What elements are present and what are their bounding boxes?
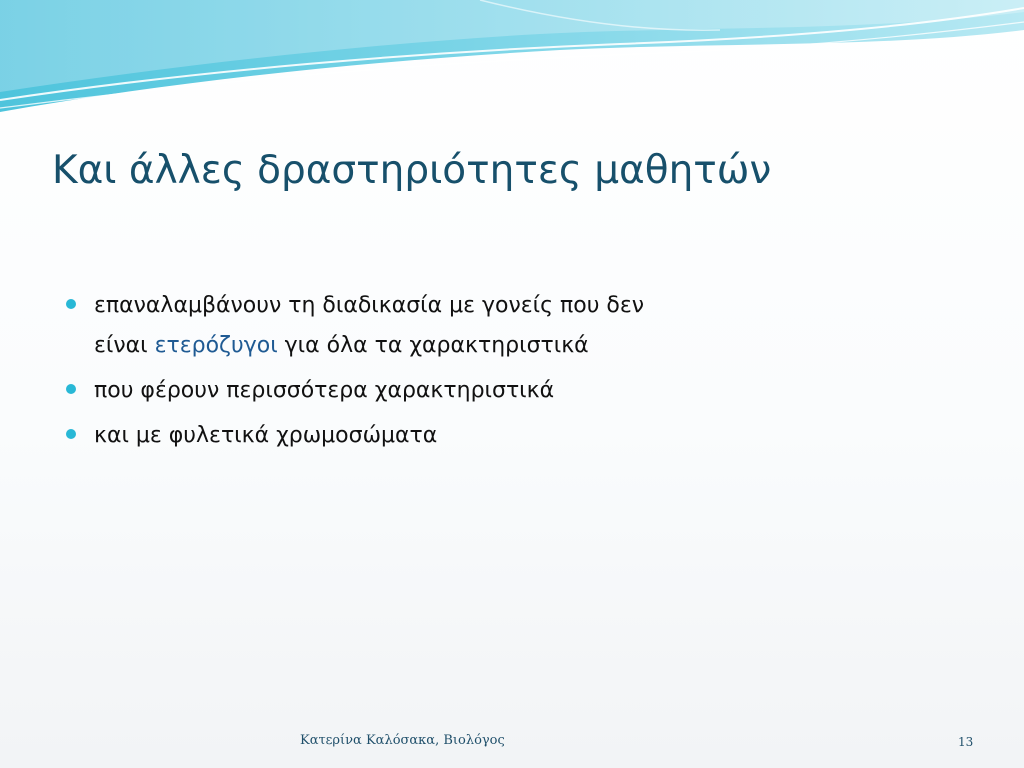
bullet-list <box>62 286 882 461</box>
bullet-text-prefix: είναι <box>94 333 155 358</box>
page-number: 13 <box>958 735 974 749</box>
bullet-item <box>62 371 882 411</box>
bullet-text-suffix: για όλα τα χαρακτηριστικά <box>277 333 589 358</box>
bullet-icon <box>66 429 76 439</box>
header-wave-decoration <box>0 0 1024 120</box>
highlighted-term: ετερόζυγοι <box>154 333 278 358</box>
bullet-item <box>62 416 882 456</box>
bullet-icon <box>66 384 76 394</box>
bullet-text: και με φυλετικά χρωμοσώματα <box>94 423 438 448</box>
bullet-item <box>62 286 882 366</box>
bullet-icon <box>66 299 76 309</box>
slide-title: Και άλλες δραστηριότητες μαθητών <box>52 148 772 193</box>
footer-author: Κατερίνα Καλόσακα, Βιολόγος <box>300 733 505 748</box>
bullet-text: που φέρουν περισσότερα χαρακτηριστικά <box>94 378 555 403</box>
bullet-text-line1: επαναλαμβάνουν τη διαδικασία με γονείς που δεν <box>94 293 645 318</box>
